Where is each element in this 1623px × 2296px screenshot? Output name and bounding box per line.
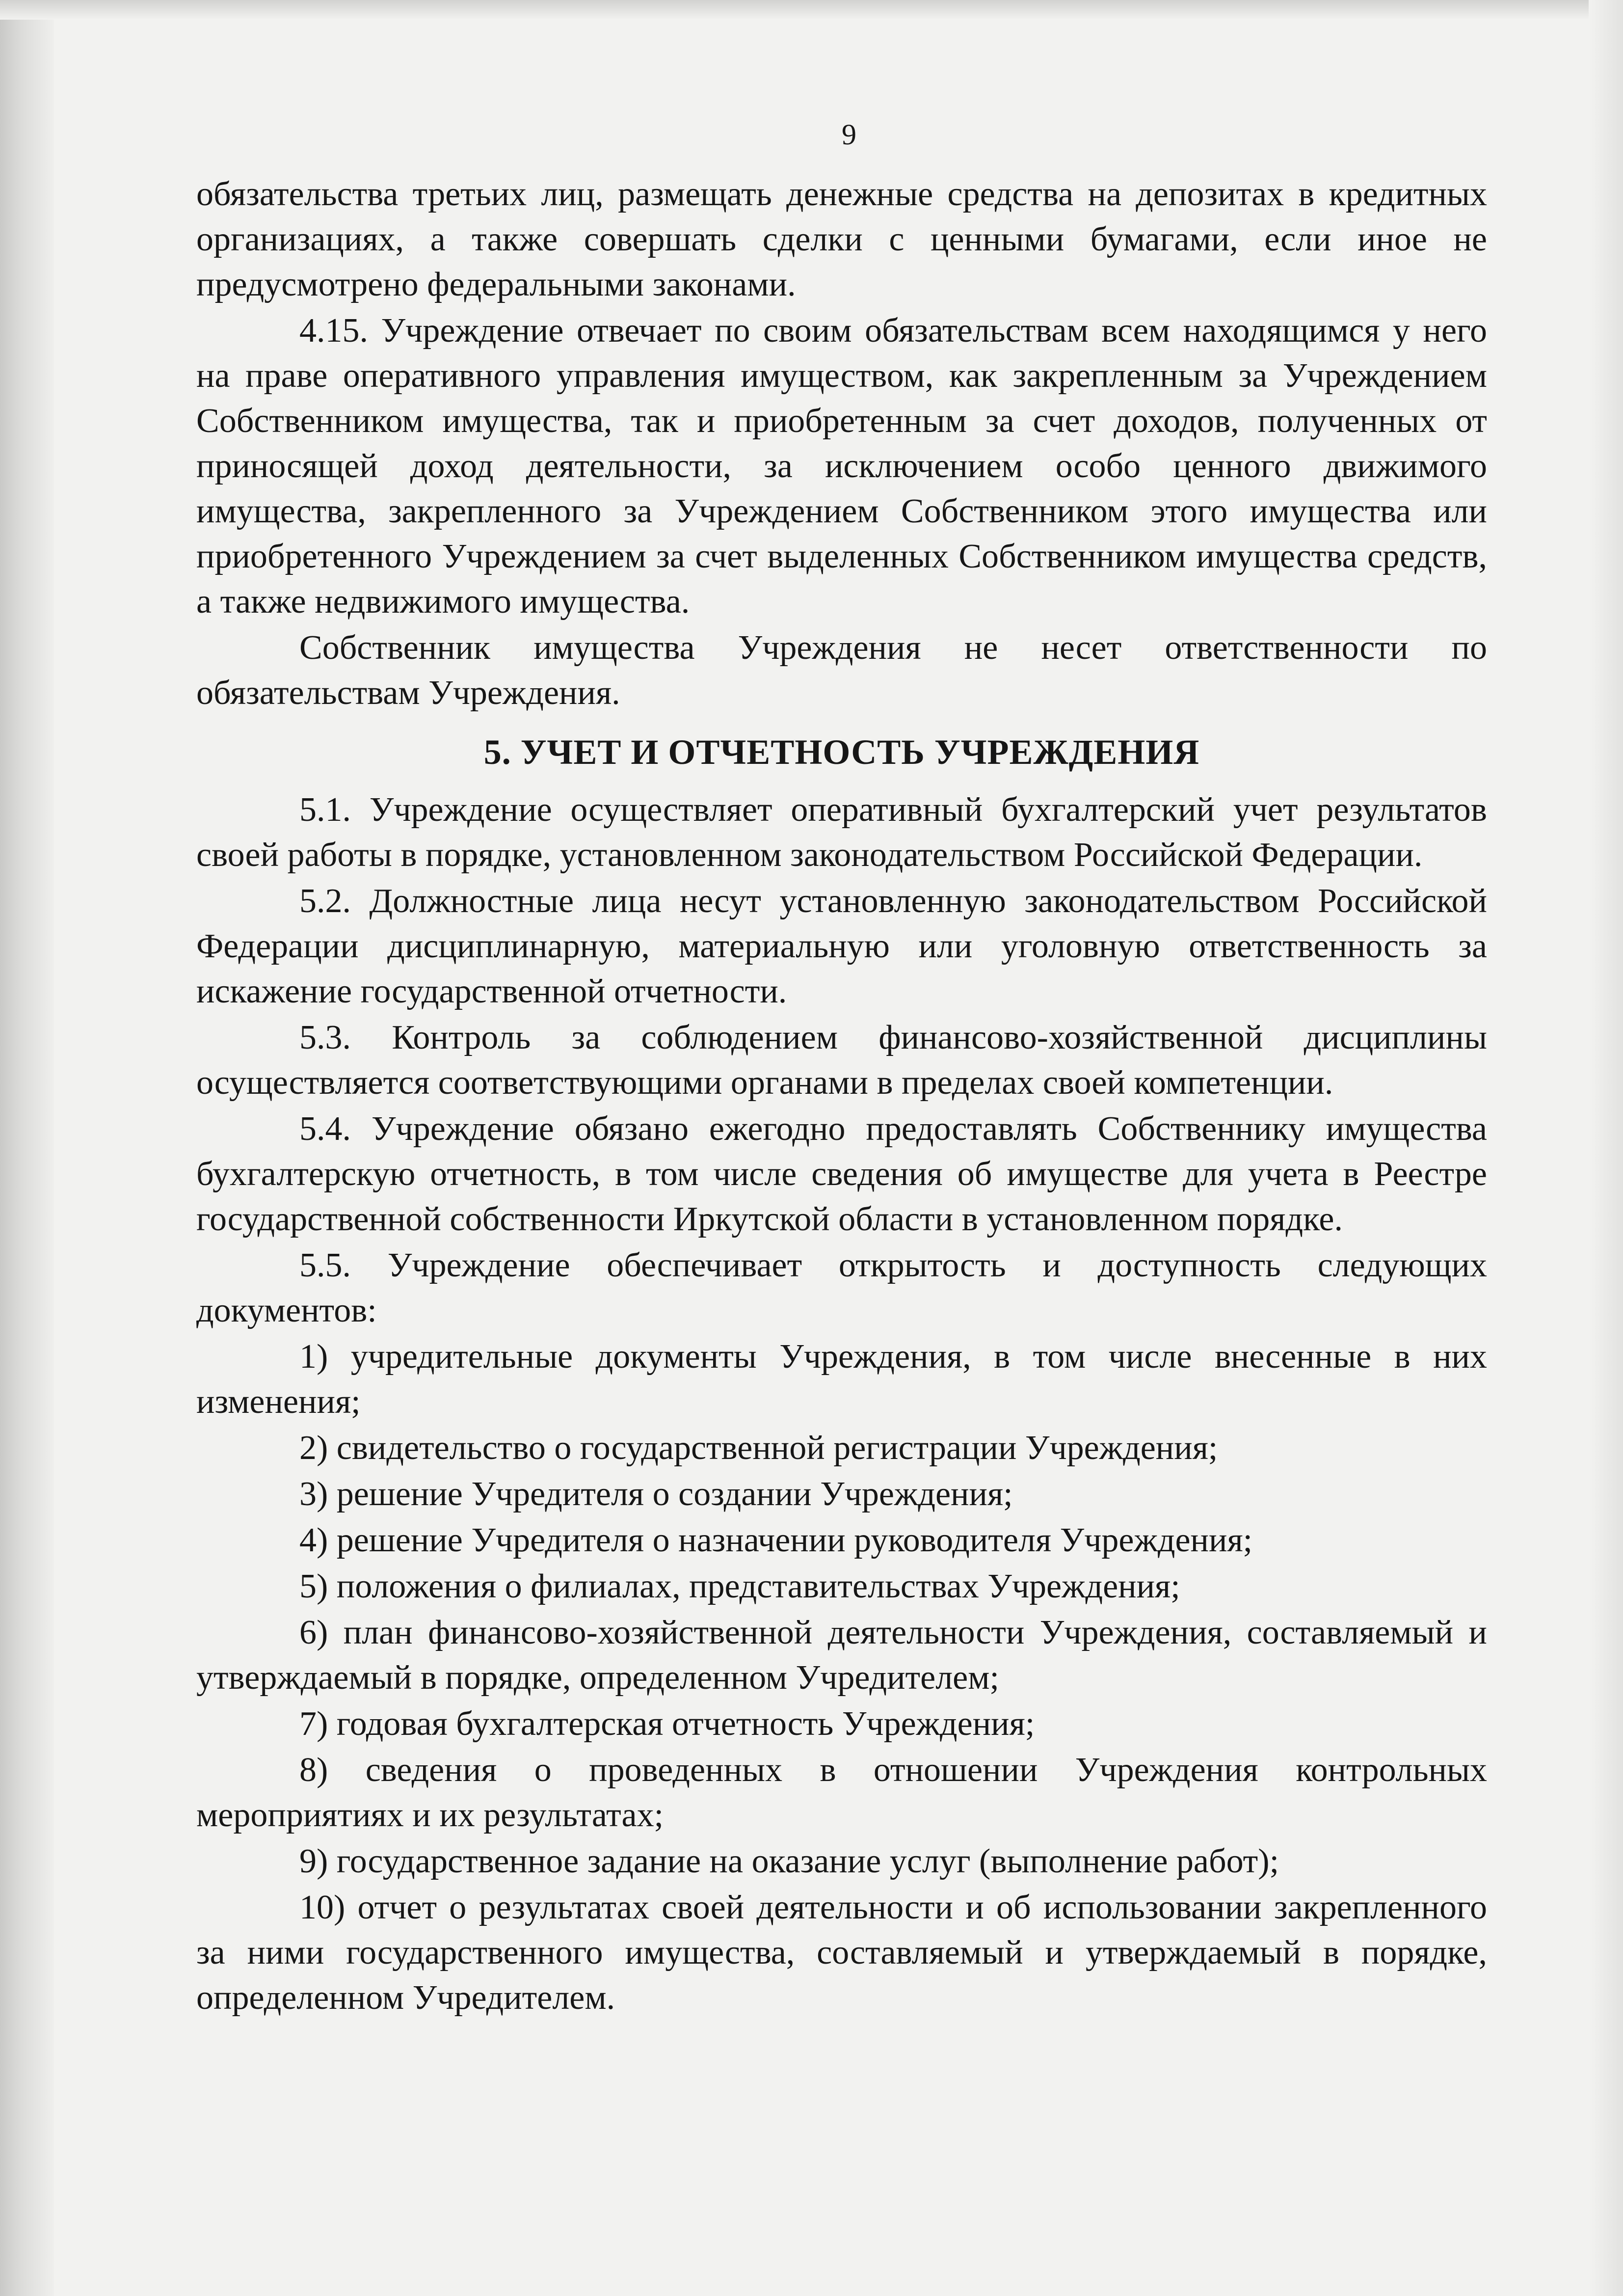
paragraph: 5.2. Должностные лица несут установленную законодательством Российской Федерации дисциплинарную, материальную или уголовную ответственность за искажение государственной отчетности. [196,882,1487,1010]
page-number: 9 [842,118,856,151]
document-body [196,172,1487,2022]
list-item: 10) отчет о результатах своей деятельности и об использовании закрепленного за ними государственного имущества, составляемый и утверждаемый в порядке, определенном Учредителем. [196,1889,1487,2017]
section-title: 5. УЧЕТ И ОТЧЕТНОСТЬ УЧРЕЖДЕНИЯ [483,732,1200,772]
list-item: 8) сведения о проведенных в отношении Учреждения контрольных мероприятиях и их результатах; [196,1751,1487,1834]
list-item: 9) государственное задание на оказание услуг (выполнение работ); [299,1842,1279,1880]
list-item: 6) план финансово-хозяйственной деятельности Учреждения, составляемый и утверждаемый в порядке, определенном Учредителем; [196,1614,1487,1697]
scan-edge-right [1589,0,1623,2296]
scan-edge-left [0,0,54,2296]
scan-edge-top [0,0,1623,20]
paragraph: 5.4. Учреждение обязано ежегодно предоставлять Собственнику имущества бухгалтерскую отчетность, в том числе сведения об имуществе для учета в Реестре государственной собственности Иркутской области в установленном порядке. [196,1110,1487,1238]
list-item: 7) годовая бухгалтерская отчетность Учреждения; [299,1705,1035,1743]
paragraph: 5.1. Учреждение осуществляет оперативный бухгалтерский учет результатов своей работы в порядке, установленном законодательством Российской Федерации. [196,791,1487,874]
paragraph: 5.5. Учреждение обеспечивает открытость и доступность следующих документов: [196,1246,1487,1329]
list-item: 3) решение Учредителя о создании Учреждения; [299,1475,1013,1513]
list-item: 4) решение Учредителя о назначении руководителя Учреждения; [299,1521,1253,1559]
paragraph: обязательства третьих лиц, размещать денежные средства на депозитах в кредитных организациях, а также совершать сделки с ценными бумагами, если иное не предусмотрено федеральными законами. [196,175,1487,303]
list-item: 1) учредительные документы Учреждения, в том числе внесенные в них изменения; [196,1338,1487,1421]
list-item: 2) свидетельство о государственной регистрации Учреждения; [299,1429,1218,1467]
paragraph: Собственник имущества Учреждения не несет ответственности по обязательствам Учреждения. [196,629,1487,712]
paragraph: 5.3. Контроль за соблюдением финансово-хозяйственной дисциплины осуществляется соответствующими органами в пределах своей компетенции. [196,1019,1487,1102]
list-item: 5) положения о филиалах, представительствах Учреждения; [299,1567,1180,1605]
paragraph: 4.15. Учреждение отвечает по своим обязательствам всем находящимся у него на праве оперативного управления имуществом, как закрепленным за Учреждением Собственником имущества, так и приобретенным за счет доходов, полученных от приносящей доход деятельности, за исключением особо ценного движимого имущества, закрепленного за Учреждением Собственником этого имущества или приобретенного Учреждением за счет выделенных Собственником имущества средств, а также недвижимого имущества. [196,312,1487,621]
